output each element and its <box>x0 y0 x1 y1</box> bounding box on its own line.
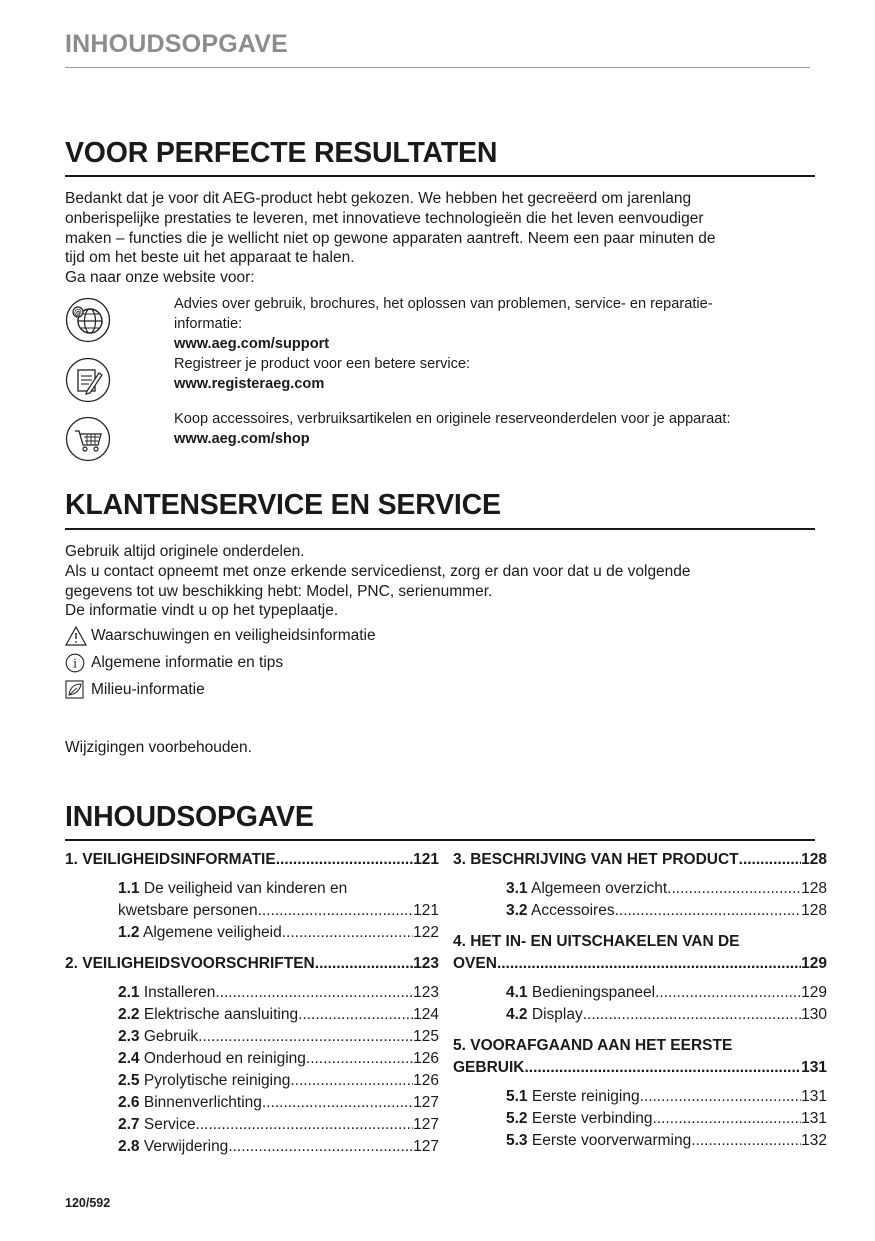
toc-entry-2-6[interactable]: 2.6 Binnenverlichting ..... 127 <box>118 1092 439 1114</box>
toc-entry-2-5[interactable]: 2.5 Pyrolytische reiniging ..... 126 <box>118 1070 439 1092</box>
toc-entry-1-2[interactable]: 1.2 Algemene veiligheid ..... 122 <box>118 922 439 944</box>
toc-entry-1-1b[interactable]: kwetsbare personen ..... 121 <box>118 900 439 922</box>
header-divider <box>65 67 810 68</box>
web-item-text: Koop accessoires, verbruiksartikelen en originele reserveonderdelen voor je apparaat: <box>174 411 731 427</box>
paragraph-line: Ga naar onze website voor: <box>65 269 255 287</box>
toc-entry-2-2[interactable]: 2.2 Elektrische aansluiting ..... 124 <box>118 1004 439 1026</box>
leaf-icon <box>65 680 87 700</box>
legend-environment <box>65 680 205 700</box>
paragraph-line: onberispelijke prestaties te leveren, met innovatieve technologieën die het leven eenvoudiger <box>65 209 704 227</box>
toc-chapter-4a[interactable]: 4. HET IN- EN UITSCHAKELEN VAN DE <box>453 933 740 950</box>
warning-triangle-icon <box>65 626 87 646</box>
toc-title: INHOUDSOPGAVE <box>65 801 314 833</box>
toc-entry-3-1[interactable]: 3.1 Algemeen overzicht ..... 128 <box>506 878 827 900</box>
legend-label: Algemene informatie en tips <box>91 654 284 671</box>
toc-entry-2-3[interactable]: 2.3 Gebruik ..... 125 <box>118 1026 439 1048</box>
web-item-text: informatie: <box>174 316 243 332</box>
toc-left-column <box>65 849 439 1158</box>
section-divider <box>65 175 815 177</box>
paragraph-line: De informatie vindt u op het typeplaatje. <box>65 602 339 620</box>
toc-right-column <box>453 849 827 1152</box>
web-item-support <box>174 294 824 394</box>
section-title-perfect-results: VOOR PERFECTE RESULTATEN <box>65 137 498 169</box>
web-item-shop <box>174 409 824 449</box>
toc-entry-2-7[interactable]: 2.7 Service ..... 127 <box>118 1114 439 1136</box>
web-item-text: Advies over gebruik, brochures, het oplossen van problemen, service- en reparatie- <box>174 296 713 312</box>
support-link[interactable]: www.aeg.com/support <box>174 336 330 352</box>
toc-entry-4-1[interactable]: 4.1 Bedieningspaneel ..... 129 <box>506 982 827 1004</box>
legend-label: Milieu-informatie <box>91 681 205 698</box>
globe-at-icon <box>65 297 111 343</box>
toc-entry-5-1[interactable]: 5.1 Eerste reiniging ..... 131 <box>506 1086 827 1108</box>
service-paragraph <box>65 542 815 621</box>
section-title-customer-service: KLANTENSERVICE EN SERVICE <box>65 489 501 521</box>
toc-chapter-4b[interactable]: OVEN ..... 129 <box>453 953 827 975</box>
toc-entry-2-1[interactable]: 2.1 Installeren ..... 123 <box>118 982 439 1004</box>
toc-chapter-3[interactable]: 3. BESCHRIJVING VAN HET PRODUCT ..... 128 <box>453 849 827 871</box>
toc-entry-5-2[interactable]: 5.2 Eerste verbinding ..... 131 <box>506 1108 827 1130</box>
section-divider <box>65 839 815 841</box>
paragraph-line: Als u contact opneemt met onze erkende servicedienst, zorg er dan voor dat u de volgende <box>65 562 691 580</box>
svg-text:@: @ <box>74 308 82 317</box>
toc-chapter-2[interactable]: 2. VEILIGHEIDSVOORSCHRIFTEN ..... 123 <box>65 953 439 975</box>
paragraph-line: maken – functies die je wellicht niet op gewone apparaten aantreft. Neem een paar minuten de <box>65 229 716 247</box>
info-circle-icon <box>65 653 87 673</box>
page-number: 120/592 <box>65 1196 111 1210</box>
shop-link[interactable]: www.aeg.com/shop <box>174 431 310 447</box>
register-document-icon <box>65 357 111 403</box>
legend-warning <box>65 626 376 646</box>
running-header-title: INHOUDSOPGAVE <box>65 30 288 58</box>
toc-entry-1-1a[interactable]: 1.1 De veiligheid van kinderen en <box>118 880 348 897</box>
shopping-cart-icon <box>65 416 111 462</box>
toc-entry-2-4[interactable]: 2.4 Onderhoud en reiniging ..... 126 <box>118 1048 439 1070</box>
toc-entry-2-8[interactable]: 2.8 Verwijdering ..... 127 <box>118 1136 439 1158</box>
section-divider <box>65 528 815 530</box>
toc-chapter-5a[interactable]: 5. VOORAFGAAND AAN HET EERSTE <box>453 1037 733 1054</box>
toc-chapter-1[interactable]: 1. VEILIGHEIDSINFORMATIE ..... 121 <box>65 849 439 871</box>
toc-entry-3-2[interactable]: 3.2 Accessoires ..... 128 <box>506 900 827 922</box>
legend-info <box>65 653 283 673</box>
legend-label: Waarschuwingen en veiligheidsinformatie <box>91 627 376 644</box>
toc-entry-4-2[interactable]: 4.2 Display ..... 130 <box>506 1004 827 1026</box>
web-item-text: Registreer je product voor een betere service: <box>174 356 471 372</box>
paragraph-line: Bedankt dat je voor dit AEG-product hebt gekozen. We hebben het gecreëerd om jarenlang <box>65 190 692 207</box>
register-link[interactable]: www.registeraeg.com <box>174 376 325 392</box>
paragraph-line: tijd om het beste uit het apparaat te halen. <box>65 249 355 267</box>
toc-chapter-5b[interactable]: GEBRUIK ..... 131 <box>453 1057 827 1079</box>
paragraph-line: gegevens tot uw beschikking hebt: Model, PNC, serienummer. <box>65 582 493 600</box>
intro-paragraph <box>65 189 815 288</box>
toc-entry-5-3[interactable]: 5.3 Eerste voorverwarming ..... 132 <box>506 1130 827 1152</box>
svg-text:i: i <box>73 656 77 671</box>
changes-notice: Wijzigingen voorbehouden. <box>65 739 252 756</box>
paragraph-line: Gebruik altijd originele onderdelen. <box>65 543 305 560</box>
